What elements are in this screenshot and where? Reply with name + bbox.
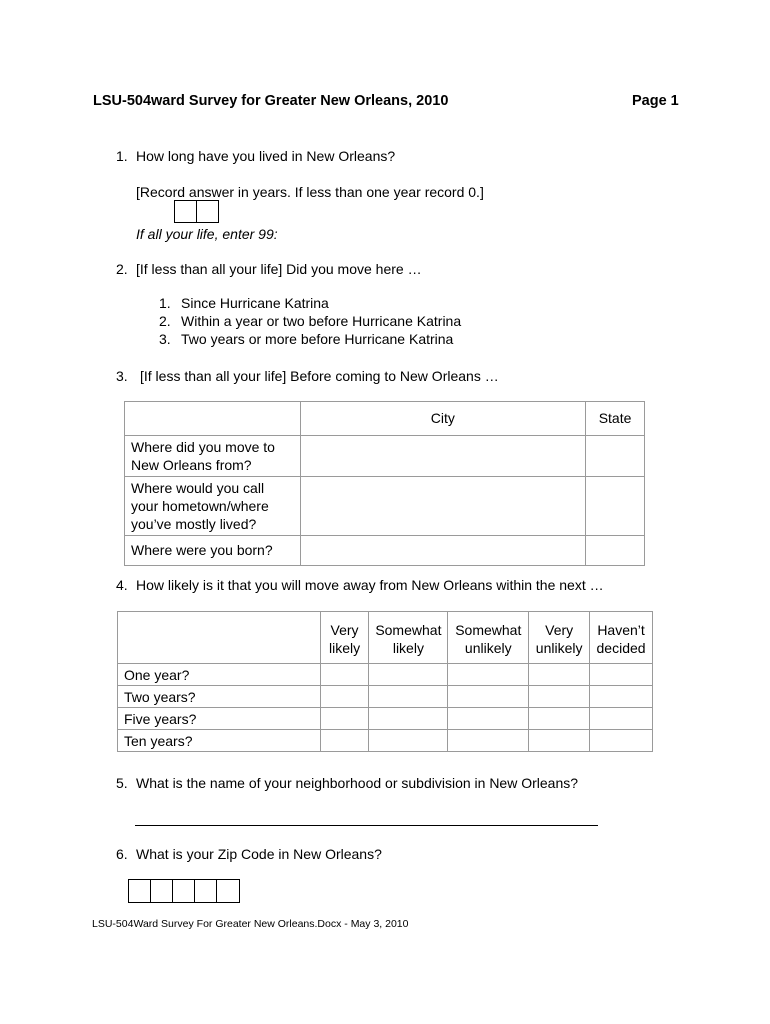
q4-cell[interactable] xyxy=(448,664,529,686)
q6-zip-digit-1[interactable] xyxy=(128,879,151,903)
q5-answer-line[interactable] xyxy=(135,824,598,826)
q6-zip-digit-3[interactable] xyxy=(172,879,195,903)
q2-number: 2. xyxy=(116,261,128,277)
q2-option-1-number: 1. xyxy=(159,295,171,311)
q3-row-1-city-cell[interactable] xyxy=(300,436,585,477)
page-number: Page 1 xyxy=(632,93,679,109)
page-footer: LSU-504Ward Survey For Greater New Orleans.Docx - May 3, 2010 xyxy=(92,918,409,930)
q3-row-3-label: Where were you born? xyxy=(131,542,273,558)
q4-row-two-years: Two years? xyxy=(124,689,196,705)
q4-col-2-line-2: likely xyxy=(392,640,424,656)
q3-row-2-label-line-3: you’ve mostly lived? xyxy=(131,516,257,532)
q2-option-1[interactable]: Since Hurricane Katrina xyxy=(181,295,329,311)
q4-cell[interactable] xyxy=(320,730,369,752)
q4-row-five-years: Five years? xyxy=(124,711,197,727)
q3-text: [If less than all your life] Before coming to New Orleans … xyxy=(140,368,499,384)
q2-text: [If less than all your life] Did you move here … xyxy=(136,261,422,277)
q3-row-2-label-line-2: your hometown/where xyxy=(131,498,269,514)
table-row xyxy=(125,536,645,566)
q4-table xyxy=(117,611,653,752)
q3-state-header: State xyxy=(598,410,632,426)
q4-cell[interactable] xyxy=(320,664,369,686)
q4-cell[interactable] xyxy=(369,664,448,686)
q4-col-4-line-2: unlikely xyxy=(535,640,583,656)
table-row xyxy=(125,477,645,536)
q4-cell[interactable] xyxy=(369,730,448,752)
q1-years-digit-2[interactable] xyxy=(196,200,219,223)
q4-col-1-line-1: Very xyxy=(330,622,359,638)
q4-cell[interactable] xyxy=(369,686,448,708)
q3-table xyxy=(124,401,645,566)
q1-years-digit-1[interactable] xyxy=(174,200,197,223)
q5-text: What is the name of your neighborhood or subdivision in New Orleans? xyxy=(136,775,579,791)
q4-header-blank xyxy=(118,612,321,664)
q6-text: What is your Zip Code in New Orleans? xyxy=(136,846,382,862)
q3-row-1-state-cell[interactable] xyxy=(586,436,645,477)
q4-cell[interactable] xyxy=(448,708,529,730)
q4-col-1-line-2: likely xyxy=(328,640,361,656)
q3-city-header: City xyxy=(430,410,455,426)
q4-col-4-line-1: Very xyxy=(545,622,574,638)
q4-row-one-year: One year? xyxy=(124,667,190,683)
q4-col-5-line-2: decided xyxy=(596,640,646,656)
q4-col-3-line-2: unlikely xyxy=(464,640,512,656)
q4-cell[interactable] xyxy=(448,730,529,752)
q2-option-3-number: 3. xyxy=(159,331,171,347)
q1-text: How long have you lived in New Orleans? xyxy=(136,148,396,164)
q3-row-2-label-line-1: Where would you call xyxy=(131,480,265,496)
table-row xyxy=(118,686,653,708)
q4-col-5-line-1: Haven’t xyxy=(597,622,645,638)
q4-number: 4. xyxy=(116,577,128,593)
table-row xyxy=(118,708,653,730)
survey-title: LSU-504ward Survey for Greater New Orleans, 2010 xyxy=(93,93,449,109)
q1-instruction: [Record answer in years. If less than one year record 0.] xyxy=(136,184,484,200)
q4-row-ten-years: Ten years? xyxy=(124,733,193,749)
q5-number: 5. xyxy=(116,775,128,791)
q6-number: 6. xyxy=(116,846,128,862)
q3-row-1-label-line-2: New Orleans from? xyxy=(131,457,252,473)
q4-cell[interactable] xyxy=(448,686,529,708)
q2-option-2-number: 2. xyxy=(159,313,171,329)
q3-row-3-state-cell[interactable] xyxy=(586,536,645,566)
q3-row-3-city-cell[interactable] xyxy=(300,536,585,566)
q4-col-3-line-1: Somewhat xyxy=(455,622,522,638)
q3-header-blank xyxy=(125,402,301,436)
q4-cell[interactable] xyxy=(529,730,590,752)
q4-cell[interactable] xyxy=(529,686,590,708)
q3-row-2-state-cell[interactable] xyxy=(586,477,645,536)
q4-cell[interactable] xyxy=(369,708,448,730)
q2-option-3[interactable]: Two years or more before Hurricane Katrina xyxy=(181,331,454,347)
q1-number: 1. xyxy=(116,148,128,164)
q4-text: How likely is it that you will move away from New Orleans within the next … xyxy=(136,577,604,593)
table-row xyxy=(118,664,653,686)
q6-zip-digit-4[interactable] xyxy=(194,879,217,903)
q4-cell[interactable] xyxy=(590,686,653,708)
q6-zip-digit-5[interactable] xyxy=(216,879,240,903)
q4-cell[interactable] xyxy=(320,686,369,708)
q4-cell[interactable] xyxy=(590,730,653,752)
table-row xyxy=(118,730,653,752)
q6-zip-digit-2[interactable] xyxy=(150,879,173,903)
q3-row-1-label-line-1: Where did you move to xyxy=(131,439,275,455)
q4-cell[interactable] xyxy=(590,708,653,730)
table-row xyxy=(125,436,645,477)
q4-cell[interactable] xyxy=(590,664,653,686)
q3-row-2-city-cell[interactable] xyxy=(300,477,585,536)
q4-cell[interactable] xyxy=(529,708,590,730)
q4-cell[interactable] xyxy=(529,664,590,686)
q4-cell[interactable] xyxy=(320,708,369,730)
q4-col-2-line-1: Somewhat xyxy=(375,622,442,638)
q3-number: 3. xyxy=(116,368,128,384)
q2-option-2[interactable]: Within a year or two before Hurricane Katrina xyxy=(181,313,462,329)
q1-note: If all your life, enter 99: xyxy=(136,226,278,242)
